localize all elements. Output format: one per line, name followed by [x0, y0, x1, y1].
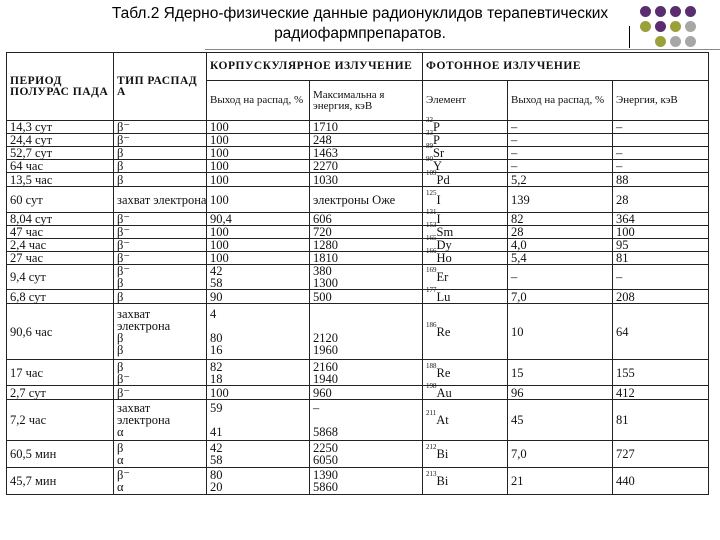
half-life-cell: 52,7 сут [7, 147, 114, 160]
max-energy-cell: 380 1300 [310, 265, 423, 290]
decay-type-cell: захват электрона α [114, 400, 207, 441]
mass-number: 109 [426, 168, 437, 177]
element-symbol: I [436, 212, 441, 226]
element-cell [423, 468, 508, 495]
yield-cell: 90 [207, 290, 310, 304]
title-divider [629, 26, 630, 48]
max-energy-cell: 2250 6050 [310, 441, 423, 468]
mass-number: 186 [426, 320, 437, 329]
photon-yield-cell: 96 [508, 386, 613, 400]
yield-cell: 100 [207, 187, 310, 213]
photon-energy-cell: 81 [613, 252, 709, 265]
max-energy-cell: 2160 1940 [310, 360, 423, 386]
dot-icon [685, 6, 696, 17]
element-symbol: P [433, 133, 440, 147]
yield-cell: 4 80 16 [207, 304, 310, 360]
half-life-cell: 90,6 час [7, 304, 114, 360]
max-energy-cell: 1710 [310, 121, 423, 134]
max-energy-cell: 960 [310, 386, 423, 400]
table-row [7, 468, 709, 495]
photon-energy-cell: – [613, 147, 709, 160]
max-energy-cell: 1390 5860 [310, 468, 423, 495]
photon-energy-cell [613, 134, 709, 147]
decay-type-cell: β⁻ [114, 239, 207, 252]
element-cell [423, 441, 508, 468]
half-life-cell: 2,7 сут [7, 386, 114, 400]
title-underline [205, 49, 720, 50]
element-cell [423, 129, 508, 147]
element-symbol: Sm [436, 225, 454, 239]
max-energy-cell: 2270 [310, 160, 423, 173]
element-symbol: Lu [436, 289, 451, 304]
mass-number: 188 [426, 361, 437, 370]
slide-title [0, 4, 720, 44]
photon-yield-cell: 10 [508, 304, 613, 360]
element-cell [423, 168, 508, 187]
header-photon-yield: Выход на распад, % [508, 81, 613, 121]
half-life-cell: 60 сут [7, 187, 114, 213]
mass-number: 32 [426, 116, 433, 124]
photon-energy-cell: 28 [613, 187, 709, 213]
dot-icon [655, 21, 666, 32]
photon-energy-cell: 208 [613, 290, 709, 304]
mass-number: 90 [426, 155, 433, 163]
photon-yield-cell: 7,0 [508, 441, 613, 468]
half-life-cell: 2,4 час [7, 239, 114, 252]
dot-icon [655, 6, 666, 17]
yield-cell: 100 [207, 386, 310, 400]
yield-cell: 100 [207, 173, 310, 187]
photon-yield-cell: – [508, 134, 613, 147]
radionuclide-table [6, 52, 709, 495]
table-row [7, 290, 709, 304]
photon-energy-cell: 155 [613, 360, 709, 386]
table-row [7, 173, 709, 187]
yield-cell: 59 41 [207, 400, 310, 441]
table-row [7, 360, 709, 386]
half-life-cell: 9,4 сут [7, 265, 114, 290]
mass-number: 125 [426, 188, 437, 197]
max-energy-cell: 248 [310, 134, 423, 147]
decay-type-cell: β [114, 173, 207, 187]
decay-type-cell: β⁻ [114, 386, 207, 400]
element-cell [423, 116, 508, 134]
yield-cell: 100 [207, 160, 310, 173]
header-decay-type: ТИП РАСПАД А [114, 53, 207, 121]
photon-yield-cell: 5,4 [508, 252, 613, 265]
half-life-cell: 64 час [7, 160, 114, 173]
dot-icon [685, 21, 696, 32]
dot-icon [640, 6, 651, 17]
photon-energy-cell: 727 [613, 441, 709, 468]
yield-cell: 100 [207, 252, 310, 265]
yield-cell: 100 [207, 226, 310, 239]
decay-type-cell: β⁻ [114, 252, 207, 265]
yield-cell: 100 [207, 239, 310, 252]
element-symbol: Re [436, 324, 451, 339]
table-row [7, 134, 709, 147]
photon-energy-cell: 95 [613, 239, 709, 252]
photon-yield-cell: 15 [508, 360, 613, 386]
decay-type-cell: β [114, 147, 207, 160]
dot-icon [685, 36, 696, 47]
element-symbol: Dy [436, 238, 452, 252]
element-symbol: Sr [433, 146, 445, 160]
half-life-cell: 17 час [7, 360, 114, 386]
photon-yield-cell: – [508, 121, 613, 134]
table-row [7, 400, 709, 441]
mass-number: 198 [426, 381, 437, 390]
yield-cell: 42 58 [207, 441, 310, 468]
header-max-energy: Максимальна я энергия, кэВ [310, 81, 423, 121]
photon-energy-cell: 412 [613, 386, 709, 400]
max-energy-cell: электроны Оже [310, 187, 423, 213]
header-corpuscular: КОРПУСКУЛЯРНОЕ ИЗЛУЧЕНИЕ [207, 53, 423, 81]
decay-type-cell: β β⁻ [114, 360, 207, 386]
title-line-1: Табл.2 Ядерно-физические данные радионуклидов терапевтических [111, 5, 609, 22]
element-symbol: Ho [436, 251, 452, 265]
max-energy-cell: 606 [310, 213, 423, 226]
photon-yield-cell: – [508, 147, 613, 160]
table-row [7, 386, 709, 400]
yield-cell: 100 [207, 147, 310, 160]
table-row [7, 265, 709, 290]
table-row [7, 187, 709, 213]
mass-number: 165 [426, 234, 437, 242]
half-life-cell: 6,8 сут [7, 290, 114, 304]
photon-energy-cell: 81 [613, 400, 709, 441]
table-row [7, 147, 709, 160]
yield-cell: 80 20 [207, 468, 310, 495]
yield-cell: 100 [207, 121, 310, 134]
half-life-cell: 60,5 мин [7, 441, 114, 468]
photon-yield-cell: 21 [508, 468, 613, 495]
max-energy-cell: 720 [310, 226, 423, 239]
half-life-cell: 27 час [7, 252, 114, 265]
table-row [7, 213, 709, 226]
photon-yield-cell: 5,2 [508, 173, 613, 187]
photon-yield-cell: 28 [508, 226, 613, 239]
element-cell [423, 381, 508, 400]
element-cell [423, 285, 508, 304]
element-cell [423, 304, 508, 360]
decay-type-cell: β⁻ [114, 134, 207, 147]
decay-type-cell: β⁻ [114, 226, 207, 239]
mass-number: 177 [426, 285, 437, 294]
half-life-cell: 47 час [7, 226, 114, 239]
max-energy-cell: 500 [310, 290, 423, 304]
element-symbol: Re [436, 365, 451, 380]
half-life-cell: 7,2 час [7, 400, 114, 441]
photon-energy-cell: – [613, 265, 709, 290]
max-energy-cell: 1030 [310, 173, 423, 187]
mass-number: 131 [426, 208, 437, 216]
photon-energy-cell: 440 [613, 468, 709, 495]
dot-icon [670, 36, 681, 47]
element-cell [423, 400, 508, 441]
yield-cell: 100 [207, 134, 310, 147]
photon-yield-cell: – [508, 160, 613, 173]
photon-yield-cell: 7,0 [508, 290, 613, 304]
decay-type-cell: β⁻ [114, 121, 207, 134]
element-symbol: Bi [436, 447, 449, 461]
photon-energy-cell: 64 [613, 304, 709, 360]
header-photon-energy: Энергия, кэВ [613, 81, 709, 121]
element-symbol: At [436, 413, 449, 427]
mass-number: 166 [426, 247, 437, 255]
element-symbol: Y [433, 159, 443, 173]
element-symbol: Bi [436, 474, 449, 488]
decay-type-cell: β α [114, 441, 207, 468]
half-life-cell: 14,3 сут [7, 121, 114, 134]
element-cell [423, 142, 508, 160]
max-energy-cell: 1810 [310, 252, 423, 265]
max-energy-cell: 2120 1960 [310, 304, 423, 360]
dot-icon [640, 21, 651, 32]
mass-number: 211 [426, 409, 437, 417]
header-photon: ФОТОННОЕ ИЗЛУЧЕНИЕ [423, 53, 709, 81]
decay-type-cell: захват электрона β β [114, 304, 207, 360]
photon-energy-cell: 100 [613, 226, 709, 239]
max-energy-cell: 1280 [310, 239, 423, 252]
dot-icon [655, 36, 666, 47]
table-row [7, 441, 709, 468]
element-symbol: Au [436, 385, 452, 400]
mass-number: 169 [426, 266, 437, 274]
photon-yield-cell: 45 [508, 400, 613, 441]
table-row [7, 239, 709, 252]
photon-yield-cell: 139 [508, 187, 613, 213]
photon-yield-cell: 82 [508, 213, 613, 226]
half-life-cell: 24,4 сут [7, 134, 114, 147]
decay-type-cell: β [114, 160, 207, 173]
photon-energy-cell: 364 [613, 213, 709, 226]
half-life-cell: 8,04 сут [7, 213, 114, 226]
decay-type-cell: β⁻ α [114, 468, 207, 495]
photon-energy-cell: – [613, 121, 709, 134]
decay-type-cell: β [114, 290, 207, 304]
element-symbol: Pd [436, 172, 450, 187]
max-energy-cell: – 5868 [310, 400, 423, 441]
mass-number: 89 [426, 142, 433, 150]
table-row [7, 226, 709, 239]
table-row [7, 252, 709, 265]
dot-icon [670, 6, 681, 17]
mass-number: 213 [426, 470, 437, 478]
header-element: Элемент [423, 81, 508, 121]
mass-number: 153 [426, 221, 437, 229]
element-symbol: P [433, 120, 440, 134]
header-yield: Выход на распад, % [207, 81, 310, 121]
title-line-2: радиофармпрепаратов. [274, 25, 446, 42]
photon-energy-cell: 88 [613, 173, 709, 187]
yield-cell: 90,4 [207, 213, 310, 226]
max-energy-cell: 1463 [310, 147, 423, 160]
table-row [7, 304, 709, 360]
decay-type-cell: β⁻ β [114, 265, 207, 290]
element-symbol: Er [436, 270, 449, 284]
element-cell [423, 247, 508, 265]
table-row [7, 160, 709, 173]
half-life-cell: 45,7 мин [7, 468, 114, 495]
yield-cell: 42 58 [207, 265, 310, 290]
dot-icon [670, 21, 681, 32]
element-symbol: I [436, 192, 441, 207]
photon-energy-cell: – [613, 160, 709, 173]
mass-number: 33 [426, 129, 433, 137]
half-life-cell: 13,5 час [7, 173, 114, 187]
header-half-life: ПЕРИОД ПОЛУРАС ПАДА [7, 53, 114, 121]
table-row [7, 121, 709, 134]
yield-cell: 82 18 [207, 360, 310, 386]
mass-number: 212 [426, 443, 437, 451]
photon-yield-cell: 4,0 [508, 239, 613, 252]
decay-type-cell: β⁻ [114, 213, 207, 226]
photon-yield-cell: – [508, 265, 613, 290]
decay-type-cell: захват электрона [114, 187, 207, 213]
table-body [7, 116, 709, 495]
